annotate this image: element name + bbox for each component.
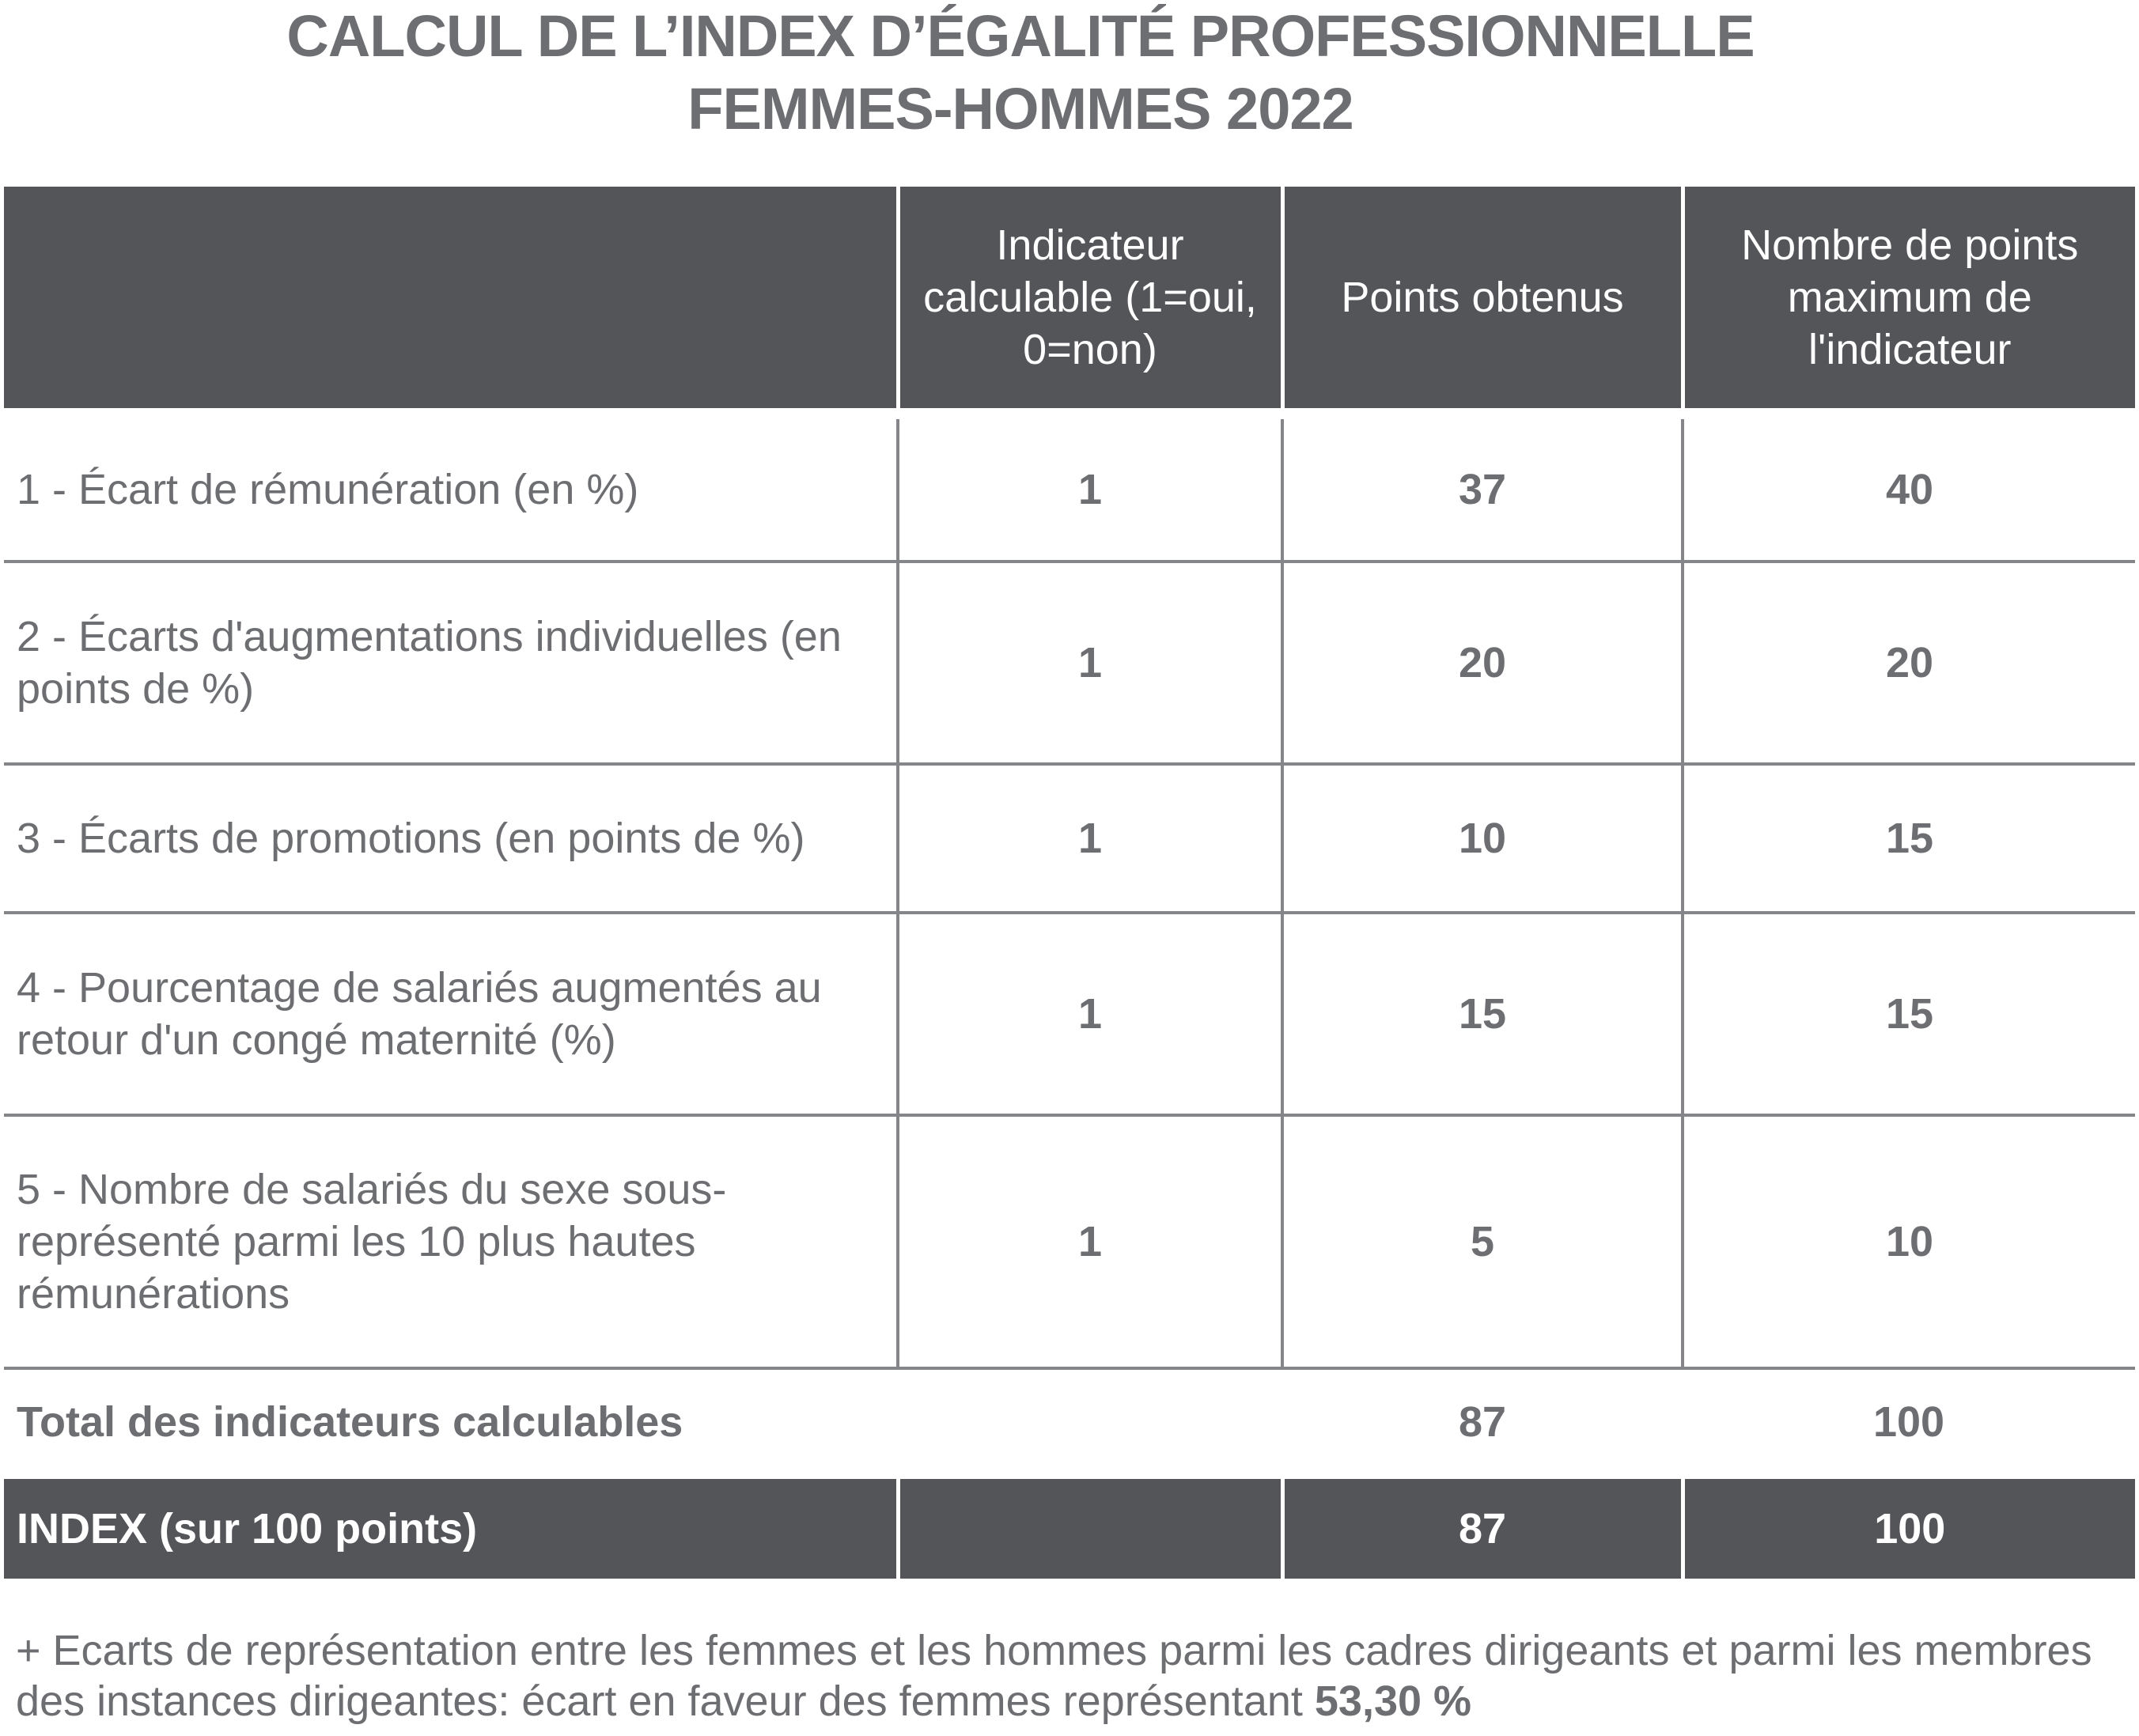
row-label: 5 - Nombre de salariés du sexe sous-représenté parmi les 10 plus hautes rémunérations xyxy=(4,1115,898,1368)
page-title xyxy=(0,0,2041,146)
table-row xyxy=(4,913,2135,1115)
row-label: 2 - Écarts d'augmentations individuelles (en points de %) xyxy=(4,562,898,764)
row-calculable: 1 xyxy=(898,1115,1282,1368)
row-label: 4 - Pourcentage de salariés augmentés au retour d'un congé maternité (%) xyxy=(4,913,898,1115)
row-calculable: 1 xyxy=(898,764,1282,913)
row-points: 10 xyxy=(1282,764,1683,913)
row-max: 40 xyxy=(1683,419,2135,562)
index-max: 100 xyxy=(1683,1477,2135,1579)
index-table xyxy=(4,187,2135,1579)
row-calculable: 1 xyxy=(898,419,1282,562)
index-row xyxy=(4,1477,2135,1579)
index-label: INDEX (sur 100 points) xyxy=(4,1477,898,1579)
table-row xyxy=(4,1115,2135,1368)
row-calculable: 1 xyxy=(898,562,1282,764)
index-points: 87 xyxy=(1282,1477,1683,1579)
table-header-row xyxy=(4,187,2135,408)
row-points: 15 xyxy=(1282,913,1683,1115)
row-label: 1 - Écart de rémunération (en %) xyxy=(4,419,898,562)
row-max: 15 xyxy=(1683,764,2135,913)
total-calculable xyxy=(898,1368,1282,1477)
footnote-text: + Ecarts de représentation entre les femmes et les hommes parmi les cadres dirigeants et parmi les membres des instances dirigeantes: écart en faveur des femmes représentant xyxy=(16,1627,2092,1725)
header-calculable: Indicateur calculable (1=oui, 0=non) xyxy=(898,187,1282,408)
row-points: 5 xyxy=(1282,1115,1683,1368)
footnote xyxy=(16,1625,2120,1727)
header-points-obtenus: Points obtenus xyxy=(1282,187,1683,408)
header-points-maximum: Nombre de points maximum de l'indicateur xyxy=(1683,187,2135,408)
footnote-highlight: 53,30 % xyxy=(1314,1677,1472,1725)
total-row xyxy=(4,1368,2135,1477)
table-row xyxy=(4,419,2135,562)
header-label-column xyxy=(4,187,898,408)
row-max: 10 xyxy=(1683,1115,2135,1368)
page-title-line-2: FEMMES-HOMMES 2022 xyxy=(687,76,1353,142)
row-max: 15 xyxy=(1683,913,2135,1115)
total-max: 100 xyxy=(1683,1368,2135,1477)
table-row xyxy=(4,764,2135,913)
total-points: 87 xyxy=(1282,1368,1683,1477)
table-row xyxy=(4,562,2135,764)
total-label: Total des indicateurs calculables xyxy=(4,1368,898,1477)
row-points: 20 xyxy=(1282,562,1683,764)
index-calculable xyxy=(898,1477,1282,1579)
row-points: 37 xyxy=(1282,419,1683,562)
page-title-line-1: CALCUL DE L’INDEX D’ÉGALITÉ PROFESSIONNELLE xyxy=(286,3,1755,69)
row-label: 3 - Écarts de promotions (en points de %) xyxy=(4,764,898,913)
row-calculable: 1 xyxy=(898,913,1282,1115)
row-max: 20 xyxy=(1683,562,2135,764)
